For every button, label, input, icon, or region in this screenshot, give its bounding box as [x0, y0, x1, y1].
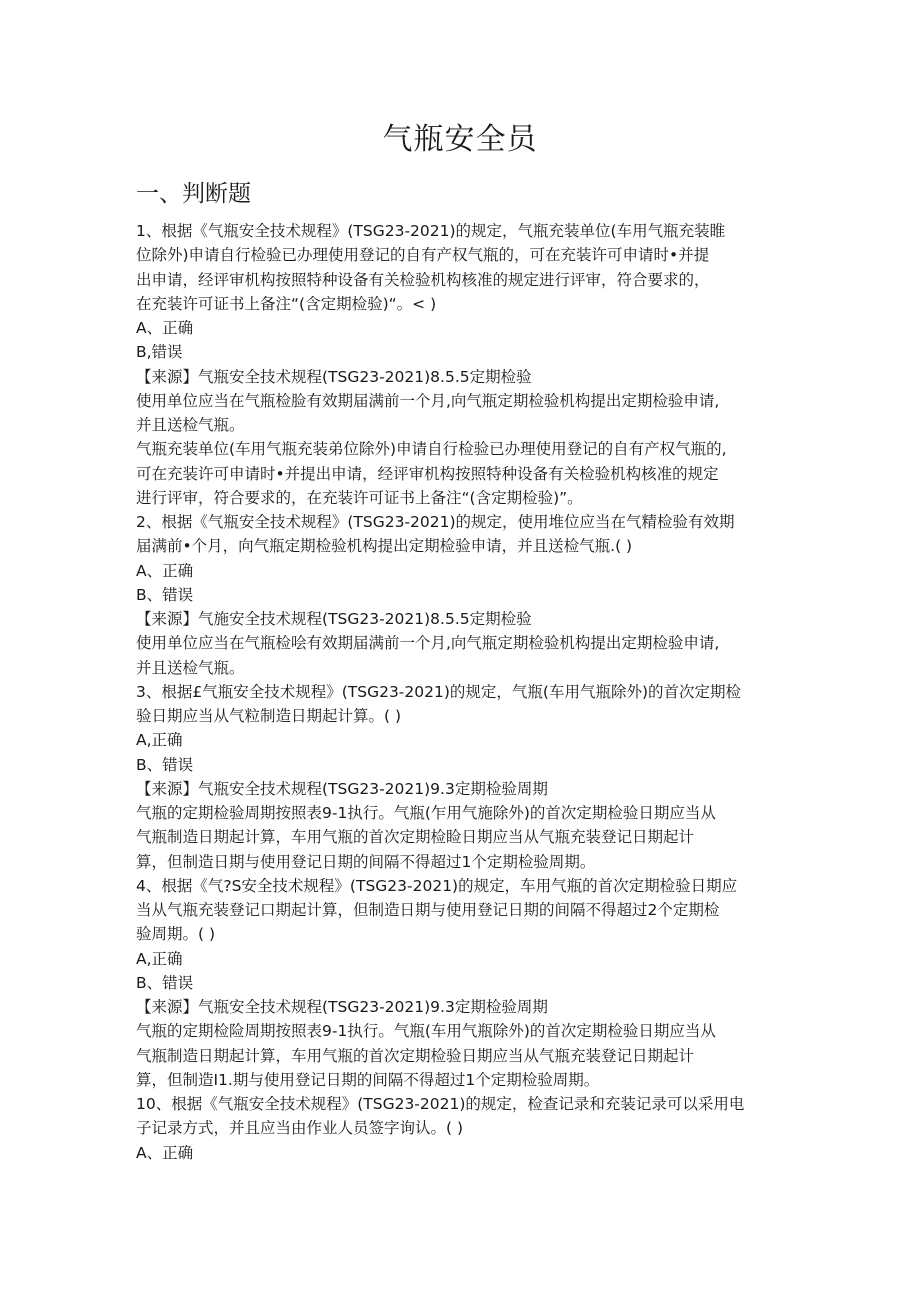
text-line: 3、根据£气瓶安全技术规程》(TSG23-2021)的规定，气瓶(车用气瓶除外)的首次定期检 — [136, 682, 741, 701]
text-line: B、错误 — [136, 585, 194, 604]
text-line: 使用单位应当在气瓶检哙有效期届满前一个月,向气瓶定期检验机构提出定期检验申请, — [136, 634, 720, 653]
text-line: 子记录方式，并且应当由作业人员签字询认。( ) — [136, 1119, 464, 1138]
text-line: 1、根据《气瓶安全技术规程》(TSG23-2021)的规定，气瓶充装单位(车用气瓶充装睢 — [136, 222, 726, 240]
text-line: A、正确 — [136, 319, 194, 337]
text-line: 气瓶的定期检验周期按照表9-1执行。气瓶(乍用气施除外)的首次定期检验日期应当从 — [136, 804, 716, 822]
text-line: 【来源】气瓶安全技术规程(TSG23-2021)9.3定期检验周期 — [136, 779, 548, 798]
text-line: 算，但制造I1.期与使用登记日期的间隔不得超过1个定期检验周期。 — [136, 1070, 600, 1089]
text-line: 使用单位应当在气瓶检脸有效期届满前一个月,向气瓶定期检验机构提出定期检验申请, — [136, 391, 720, 410]
text-line: 2、根据《气瓶安全技术规程》(TSG23-2021)的规定，使用堆位应当在气精检验有效期 — [136, 513, 735, 531]
text-line: 位除外)申请自行检验已办理使用登记的自有产权气瓶的，可在充装许可申请时•并提 — [136, 246, 710, 265]
text-line: B,错误 — [136, 343, 183, 362]
text-line: 【来源】气瓶安全技术规程(TSG23-2021)9.3定期检验周期 — [136, 998, 548, 1016]
text-line: 进行评审，符合要求的，在充装许可证书上备注“(含定期检验)”。 — [136, 488, 583, 507]
text-line: 10、根据《气瓶安全技术规程》(TSG23-2021)的规定，检查记录和充装记录可以采用电 — [136, 1095, 745, 1113]
text-line: B、错误 — [136, 973, 194, 992]
text-line: 出申请，经评审机构按照特种设备有关检验机构核准的规定进行评审，符合要求的， — [136, 270, 710, 289]
text-line: 并且送检气瓶。 — [136, 658, 245, 677]
text-line: A、正确 — [136, 1143, 194, 1162]
page-title: 气瓶安全员 — [382, 122, 538, 157]
text-line: A,正确 — [136, 731, 183, 750]
text-line: 气瓶制造日期起计算，车用气瓶的首次定期检验日期应当从气瓶充装登记日期起计 — [136, 1046, 695, 1065]
text-line: 算，但制造日期与使用登记日期的间隔不得超过1个定期检验周期。 — [136, 852, 596, 871]
text-line: 【来源】气瓶安全技术规程(TSG23-2021)8.5.5定期检验 — [136, 367, 532, 386]
text-line: 验日期应当从气粒制造日期起计算。( ) — [136, 707, 402, 725]
document-body — [136, 219, 796, 1165]
text-line: 4、根据《气?S安全技术规程》(TSG23-2021)的规定，车用气瓶的首次定期检验日期应 — [136, 876, 738, 895]
text-line: 当从气瓶充装登记口期起计算，但制造日期与使用登记日期的间隔不得超过2个定期检 — [136, 901, 720, 919]
text-line: 气瓶制造日期起计算，车用气瓶的首次定期检睑日期应当从气瓶充装登记日期起计 — [136, 828, 695, 847]
text-line: 气瓶充装单位(车用气瓶充装弟位除外)申请自行检验已办理使用登记的自有产权气瓶的, — [136, 440, 727, 459]
text-line: 验周期。( ) — [136, 925, 216, 944]
text-line: A、正确 — [136, 561, 194, 580]
text-line: 可在充装许可申请时•并提出申请，经评审机构按照特种设备有关检验机构核准的规定 — [136, 464, 719, 483]
text-line: 在充装许可证书上备注“(含定期检验)“。< ) — [136, 294, 437, 313]
text-line: 并且送检气瓶。 — [136, 416, 245, 434]
text-line: 气瓶的定期检险周期按照表9-1执行。气瓶(车用气瓶除外)的首次定期检验日期应当从 — [136, 1022, 716, 1041]
text-line: A,正确 — [136, 949, 183, 968]
text-line: B、错误 — [136, 755, 194, 774]
text-line: 届满前•个月，向气瓶定期检验机构提出定期检验申请，并且送检气瓶.( ) — [136, 537, 633, 556]
section-heading: 一、判断题 — [136, 181, 251, 207]
text-line: 【来源】气施安全技术规程(TSG23-2021)8.5.5定期检验 — [136, 610, 532, 628]
